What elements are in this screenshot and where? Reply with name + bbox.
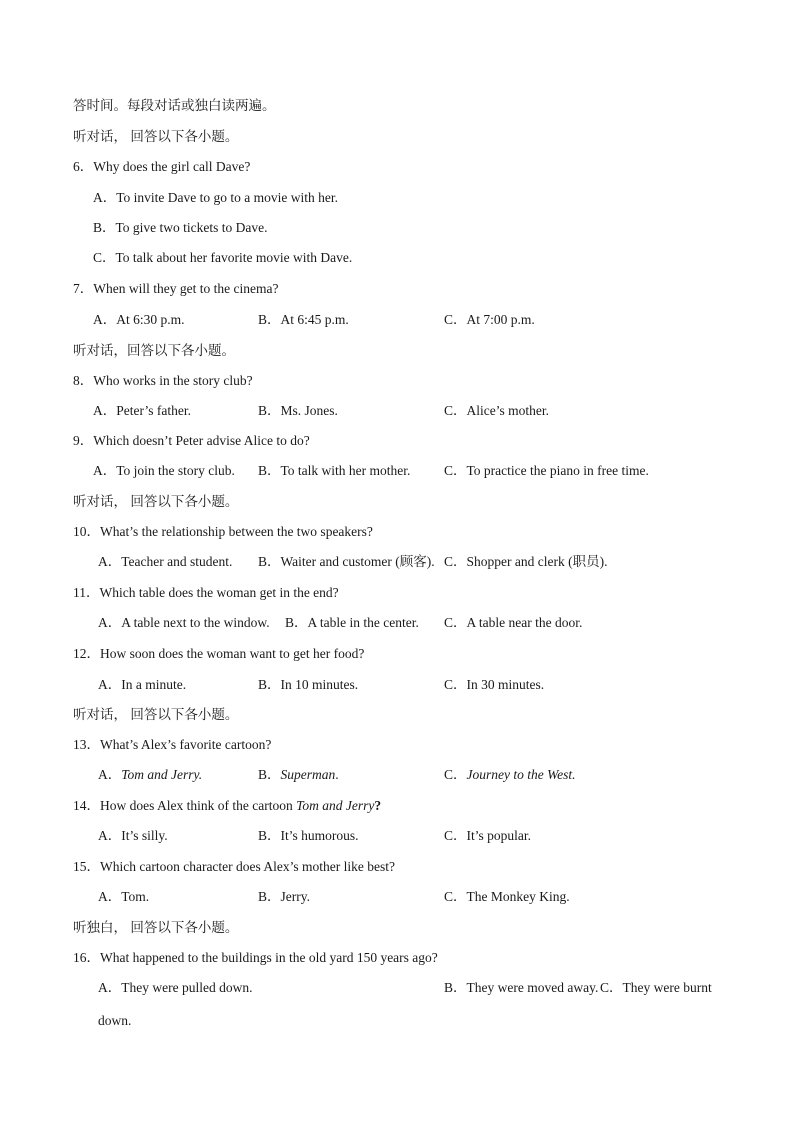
option-c: C．A table near the door. — [444, 615, 583, 630]
option-title: Journey to the West. — [466, 767, 576, 782]
question-text: Who works in the story club? — [93, 373, 253, 388]
option-a: A．To join the story club. — [93, 463, 235, 478]
question-number: 15． — [73, 859, 100, 874]
option-b: B．To give two tickets to Dave. — [93, 220, 268, 235]
question-number: 12． — [73, 646, 100, 661]
option-a: A．In a minute. — [98, 677, 187, 692]
question-number: 13． — [73, 737, 100, 752]
question-number: 10． — [73, 524, 100, 539]
question-15 — [73, 858, 395, 876]
option-title: Superman — [280, 767, 336, 782]
question-13 — [73, 736, 271, 754]
question-9 — [73, 432, 310, 450]
option-period: . — [198, 767, 203, 782]
section-heading: 听对话， 回答以下各小题。 — [73, 494, 239, 509]
question-mark: ? — [374, 798, 382, 813]
option-a — [98, 766, 202, 784]
option-b: B．Waiter and customer (顾客). — [258, 554, 435, 569]
question-text: What’s the relationship between the two speakers? — [100, 524, 373, 539]
question-text: Which doesn’t Peter advise Alice to do? — [93, 433, 310, 448]
option-b: B．At 6:45 p.m. — [258, 312, 349, 327]
question-text: What’s Alex’s favorite cartoon? — [100, 737, 272, 752]
section-heading: 听独白， 回答以下各小题。 — [73, 920, 239, 935]
question-title: Tom and Jerry — [296, 798, 375, 813]
option-c: C．To practice the piano in free time. — [444, 463, 649, 478]
option-b: B．They were moved away. — [444, 980, 599, 995]
option-period: . — [335, 767, 339, 782]
option-label: C． — [444, 767, 467, 782]
option-b: B．To talk with her mother. — [258, 463, 411, 478]
option-c: C．It’s popular. — [444, 828, 531, 843]
question-16 — [73, 949, 438, 967]
option-c: C．Shopper and clerk (职员). — [444, 554, 608, 569]
option-label: B． — [258, 767, 281, 782]
option-b: B．Ms. Jones. — [258, 403, 338, 418]
option-a: A．A table next to the window. — [98, 615, 270, 630]
option-a: A．To invite Dave to go to a movie with her. — [93, 190, 339, 205]
option-b — [258, 766, 339, 784]
option-c: C．Alice’s mother. — [444, 403, 549, 418]
question-number: 7． — [73, 281, 94, 296]
option-b: B．It’s humorous. — [258, 828, 359, 843]
option-c: C．In 30 minutes. — [444, 677, 545, 692]
question-text: When will they get to the cinema? — [93, 281, 279, 296]
question-text: How does Alex think of the cartoon — [100, 798, 297, 813]
question-text: Which cartoon character does Alex’s mother like best? — [100, 859, 396, 874]
question-text: How soon does the woman want to get her food? — [100, 646, 365, 661]
section-heading: 听对话，回答以下各小题。 — [73, 343, 235, 358]
question-10 — [73, 523, 373, 541]
question-number: 11． — [73, 585, 100, 600]
option-a: A．It’s silly. — [98, 828, 168, 843]
option-c: C．To talk about her favorite movie with Dave. — [93, 250, 353, 265]
option-label: A． — [98, 767, 122, 782]
question-text: Which table does the woman get in the end? — [99, 585, 339, 600]
option-c — [444, 766, 576, 784]
option-a: A．Tom. — [98, 889, 150, 904]
question-14 — [73, 797, 381, 815]
option-b: B．In 10 minutes. — [258, 677, 359, 692]
question-text: What happened to the buildings in the old yard 150 years ago? — [100, 950, 438, 965]
option-c: C．At 7:00 p.m. — [444, 312, 535, 327]
option-a: A．Peter’s father. — [93, 403, 191, 418]
option-c-continued: down. — [98, 1013, 132, 1028]
section-heading: 听对话， 回答以下各小题。 — [73, 707, 239, 722]
question-8 — [73, 372, 253, 390]
question-number: 8． — [73, 373, 94, 388]
option-a: A．At 6:30 p.m. — [93, 312, 185, 327]
question-number: 6． — [73, 159, 94, 174]
option-c: C．The Monkey King. — [444, 889, 570, 904]
question-12 — [73, 645, 364, 663]
option-a: A．They were pulled down. — [98, 980, 253, 995]
option-c: C．They were burnt — [600, 980, 712, 995]
option-b: B．Jerry. — [258, 889, 310, 904]
question-text: Why does the girl call Dave? — [93, 159, 251, 174]
option-b: B．A table in the center. — [285, 615, 419, 630]
question-number: 14． — [73, 798, 100, 813]
question-11 — [73, 584, 339, 602]
option-title: Tom and Jerry — [121, 767, 199, 782]
question-6 — [73, 158, 250, 176]
option-a: A．Teacher and student. — [98, 554, 233, 569]
section-heading: 听对话， 回答以下各小题。 — [73, 129, 239, 144]
question-number: 16． — [73, 950, 100, 965]
question-7 — [73, 280, 278, 298]
intro-text: 答时间。每段对话或独白读两遍。 — [73, 98, 276, 113]
question-number: 9． — [73, 433, 94, 448]
